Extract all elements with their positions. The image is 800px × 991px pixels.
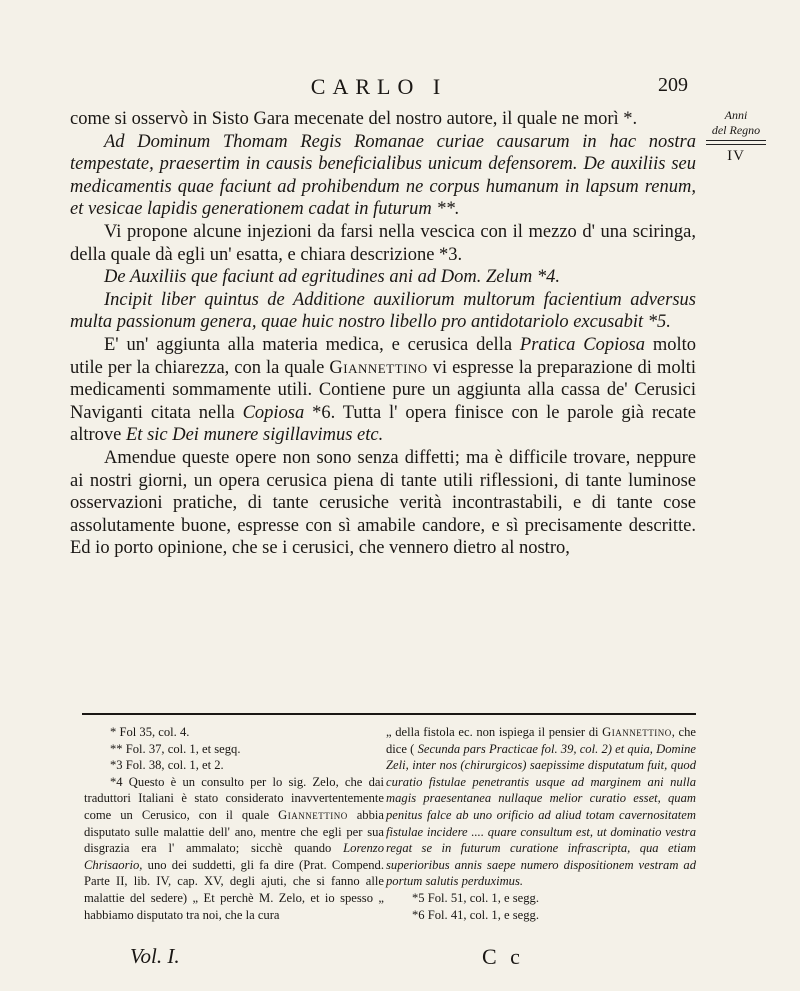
fn4c-latin-quote: Secunda pars Practicae fol. 39, col. 2) et quia, Domine Zeli, inter nos (chirurgicos) saepissime disputatum fuit, quod curatio fistulae penetrantis usque ad marginem ani nulla magis praesentanea nullaque melior curatio esset, quam penitus falce ab uno orificio ad aliud totam cavernositatem fistulae incidere .... quare consultum est, ut dominatio vestra regat se in futurum curatione infrascripta, qua etiam superioribus annis saepe numero dispositionem vestram ad portum salutis perduximus. [386, 741, 697, 889]
paragraph-3: Vi propone alcune injezioni da farsi nella vescica con il mezzo d' una sciringa, della quale dà egli un' esatta, e chiara descrizione *3. [70, 221, 696, 265]
fn4-name-chrisaorio: Lorenzo Chrisaorio, [84, 841, 384, 872]
page-number: 209 [658, 74, 688, 96]
paragraph-4-latin-title: De Auxiliis que faciunt ad egritudines ani ad Dom. Zelum *4. [104, 267, 560, 288]
footnote-3: *3 Fol. 38, col. 1, et 2. [110, 758, 224, 773]
running-title: CARLO I [310, 74, 448, 99]
p6-text-c: molto utile per la chiarezza, con la quale [70, 334, 697, 378]
page-footer [120, 944, 660, 974]
fn4-text-a: *4 Questo è un consulto per lo sig. Zelo, che dai traduttori Italiani è stato considerato inavvertentemente come un Cerusico, con il quale [84, 774, 384, 822]
p6-closing-quote: Et sic Dei munere sigillavimus etc. [126, 425, 384, 446]
fn4c-author-name: Giannettino [602, 725, 672, 739]
fn4-text-c: abbia disputato sulle malattie dell' ano, mentre che egli per sua disgrazia era l' ammalato; sicchè quando [84, 807, 384, 856]
paragraph-7: Amendue queste opere non sono senza diffetti; ma è difficile trovare, neppure ai nostri giorni, un opera cerusica piena di tante utili riflessioni, di tante luminose osservazioni pratiche, di tante cerusiche verità incontrastabili, e di tante cose assolutamente buone, espresse con sì amabile candore, e sì precisamente descritte. Ed io porto opinione, che se i cerusici, che vennero dietro al nostro, [70, 447, 696, 559]
p6-text-g: *6. Tutta l' opera finisce con le parole già recate altrove [70, 402, 696, 446]
margin-note-year: IV [727, 148, 745, 164]
margin-note-line1: Anni [724, 108, 748, 122]
footnote-2: ** Fol. 37, col. 1, et segq. [110, 741, 241, 756]
p6-text-e: vi espresse la preparazione di molti medicamenti sommamente utili. Contiene pure un aggiunta alla cassa de' Cerusici Naviganti citata nella [70, 357, 697, 423]
p6-text-a: E' un' aggiunta alla materia medica, e cerusica della [104, 334, 520, 355]
fn4-author-name: Giannettino [278, 807, 348, 822]
main-text [70, 108, 696, 560]
footnote-4 [84, 774, 384, 923]
fn4c-text-a: „ della fistola ec. non ispiega il pensier di [386, 725, 603, 739]
signature-mark: C c [482, 944, 524, 969]
footnotes-left-column [84, 724, 384, 923]
p6-author-name: Giannettino [329, 357, 428, 378]
footnote-5: *5 Fol. 51, col. 1, e segg. [412, 890, 539, 905]
paragraph-2-latin-title: Ad Dominum Thomam Regis Romanae curiae causarum in hac nostra tempestate, praesertim in causis beneficialibus unicum defensorem. De auxiliis seu medicamentis quae faciunt ad prohibendum ne corpus humanum in lapsum renum, et vesicae lapidis generationem cadat in futurum **. [70, 131, 696, 220]
footnote-4-continued [386, 724, 696, 890]
margin-rule [706, 140, 766, 145]
volume-label: Vol. I. [130, 944, 180, 968]
fn4c-text-c: , che dice ( [386, 725, 696, 756]
fn4-text-e: uno dei suddetti, gli fa dire (Prat. Compend. Parte II, lib. IV, cap. XV, degli ajuti, che si fanno alle malattie del sedere) „ Et perchè M. Zelo, et io spesso „ habbiamo disputato tra noi, che la cura [84, 857, 384, 922]
page-header [70, 74, 688, 104]
p6-title-copiosa: Copiosa [242, 402, 305, 423]
footnote-divider [82, 713, 696, 715]
paragraph-1: come si osservò in Sisto Gara mecenate del nostro autore, il quale ne morì *. [70, 109, 638, 129]
paragraph-6 [70, 334, 696, 447]
p6-title-pratica: Pratica Copiosa [519, 334, 645, 355]
footnote-1: * Fol 35, col. 4. [110, 725, 190, 739]
footnote-6: *6 Fol. 41, col. 1, e segg. [412, 907, 539, 922]
margin-note-line2: del Regno [711, 123, 761, 137]
footnotes-right-column [386, 724, 696, 923]
margin-note-reign-year [696, 108, 776, 164]
paragraph-5-latin-title: Incipit liber quintus de Additione auxiliorum multorum facientium adversus multa passionum genera, quae huic nostro libello pro antidotariolo excusabit *5. [70, 289, 696, 333]
